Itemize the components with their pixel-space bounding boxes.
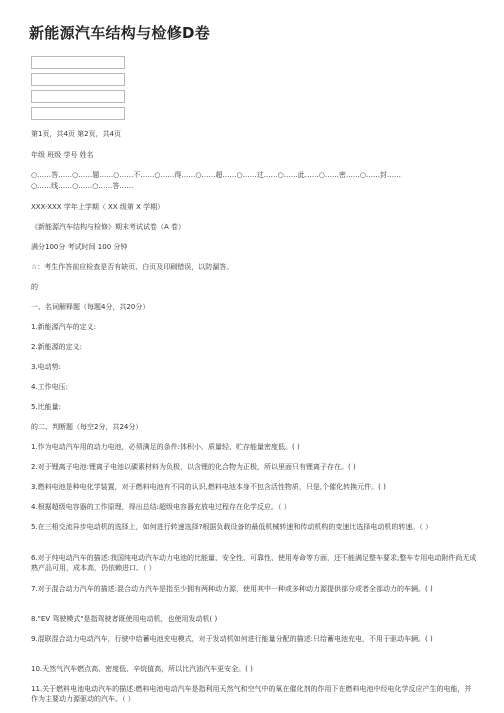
question-item: 10.天然气汽车燃点高、密度低、辛烷值高，所以比汽油汽车更安全。( ) xyxy=(31,665,253,673)
term: XXX-XXX 学年上学期（ XX 级第 X 学期） xyxy=(31,203,165,211)
question-item: 5.比能量: xyxy=(31,403,62,411)
text-fragment: 的 xyxy=(31,283,38,291)
info-box[interactable] xyxy=(31,90,125,103)
info-box[interactable] xyxy=(31,107,125,120)
section1-title: 一、名词解释题（每题4分，共20分） xyxy=(31,303,150,311)
student-info: 年级 班级 学号 姓名 xyxy=(31,151,94,159)
question-item: 7.对于混合动力汽车的描述:混合动力汽车是指至少拥有两种动力源，使用其中一种或多种动力源提供部分或者全部动力的车辆。( ) xyxy=(31,585,433,593)
question-item: 6.对于纯电动汽车的描述:我国纯电动汽车动力电池的比能量、安全性、可靠性、使用寿命等方面，还不能满足整车要求;整车专用电动附件尚无成熟产品可用，成本高，仍依赖进口。（ ） xyxy=(31,554,477,572)
seal-line: ○……答……○……题……○……不……○……得……○……超……○……过……○……此……○……密……○……封…… xyxy=(31,171,401,179)
question-item: 8."EV 驾驶模式"是指驾驶者既使用电动机，也使用发动机( ) xyxy=(31,615,218,623)
exam-title: 《新能源汽车结构与检修》期末考试试卷（A 卷） xyxy=(31,223,186,231)
question-item: 2.对于锂离子电池:锂离子电池以碳素材料为负极，以含锂的化合物为正极，所以里面只有锂离子存在。( ) xyxy=(31,463,356,471)
document-title: 新能源汽车结构与检修D卷 xyxy=(29,24,211,42)
question-item: 1.新能源汽车的定义: xyxy=(31,323,97,331)
seal-line: ○……线……○……○……答…… xyxy=(31,182,134,190)
question-item: 9.混联混合动力电动汽车，行驶中给蓄电池充电模式，对于发动机如何进行能量分配的描述:只给蓄电池充电，不用于驱动车辆。( ) xyxy=(31,635,433,643)
question-item: 2.新能源的定义: xyxy=(31,343,83,351)
score-time: 满分100分 考试时间 100 分钟 xyxy=(31,243,128,251)
question-item: 1.作为电动汽车用的动力电池，必须满足的条件:体积小、质量轻、贮存能量密度低。( ) xyxy=(31,443,300,451)
question-item: 5.在三相交流异步电动机的选择上，如何进行转速选择?根据负载设备的最低机械转速和传动机构的变速比选择电动机的转速。（ ） xyxy=(31,523,433,531)
question-item: 11.关于燃料电池电动汽车的描述:燃料电池电动汽车是指利用天然气和空气中的氧在催化剂的作用下在燃料电池中经电化学反应产生的电能，并作为主要动力源驱动的汽车。（ ） xyxy=(31,685,472,703)
page-count: 第1页，共4页 第2页，共4页 xyxy=(31,130,122,138)
question-item: 4.根据超级电容器的工作原理，得出总结:超级电容器充放电过程存在化学反应。（ ） xyxy=(31,503,291,511)
info-box[interactable] xyxy=(31,56,125,69)
info-box[interactable] xyxy=(31,73,125,86)
question-item: 4.工作电压: xyxy=(31,383,69,391)
info-boxes xyxy=(31,56,125,124)
question-item: 3.燃料电池是种电化学装置，对于燃料电池有不同的认识,燃料电池本身不包含活性物质，只是,个催化转换元件。( ) xyxy=(31,483,386,491)
question-item: 3.电动势: xyxy=(31,363,62,371)
notice: ☆：考生作答前应检查是否有缺页、白页及印刷错误，以防漏答。 xyxy=(31,263,234,271)
section2-title: 的二、判断题（每空2分，共24分） xyxy=(31,423,143,431)
